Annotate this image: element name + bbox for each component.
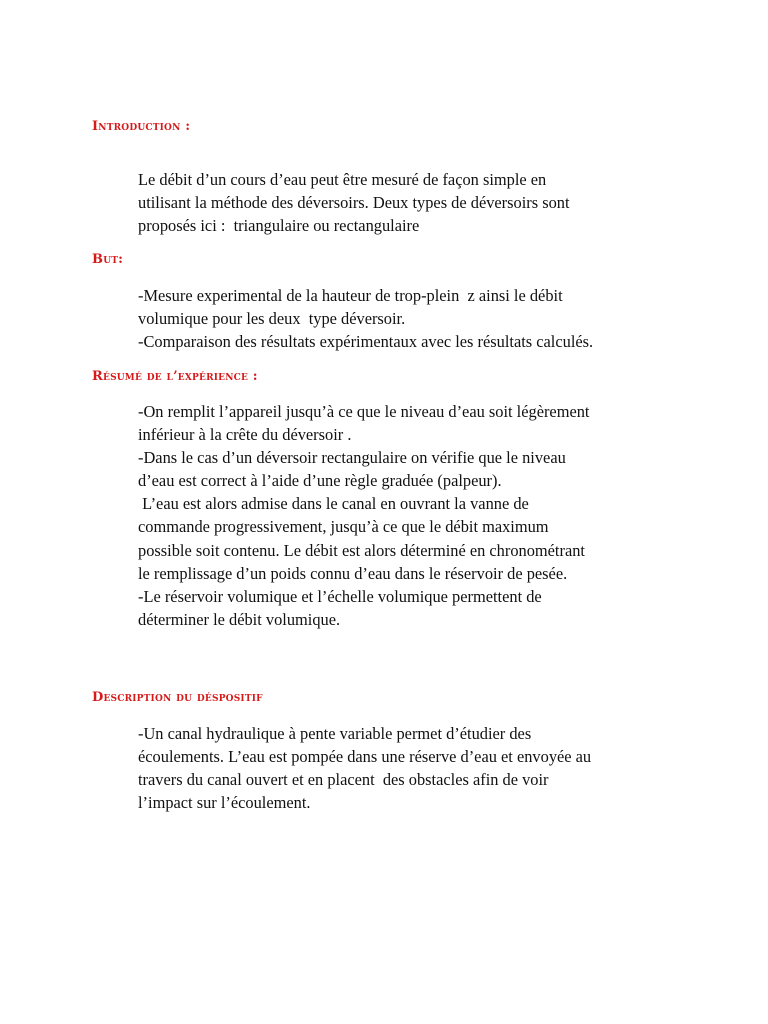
description-heading: Description du déspositif <box>92 690 263 705</box>
but-line: -Comparaison des résultats expérimentaux avec les résultats calculés. <box>138 332 594 352</box>
but-line: volumique pour les deux type déversoir. <box>138 309 406 329</box>
description-line: travers du canal ouvert et en placent des obstacles afin de voir <box>138 770 549 790</box>
introduction-line: proposés ici : triangulaire ou rectangulaire <box>138 216 420 236</box>
introduction-line: Le débit d’un cours d’eau peut être mesuré de façon simple en <box>138 170 547 189</box>
resume-line: -On remplit l’appareil jusqu’à ce que le niveau d’eau soit légèrement <box>138 402 590 421</box>
resume-line: -Le réservoir volumique et l’échelle volumique permettent de <box>138 586 542 606</box>
resume-line: déterminer le débit volumique. <box>138 609 341 629</box>
resume-paragraph <box>138 400 698 631</box>
resume-line: possible soit contenu. Le débit est alors déterminé en chronométrant <box>138 540 585 560</box>
resume-line: le remplissage d’un poids connu d’eau dans le réservoir de pesée. <box>138 563 568 583</box>
description-line: écoulements. L’eau est pompée dans une réserve d’eau et envoyée au <box>138 747 592 767</box>
resume-line: commande progressivement, jusqu’à ce que le débit maximum <box>138 517 549 537</box>
description-line: -Un canal hydraulique à pente variable permet d’étudier des <box>138 724 532 743</box>
resume-line: d’eau est correct à l’aide d’une règle graduée (palpeur). <box>138 471 502 491</box>
resume-line: inférieur à la crête du déversoir . <box>138 425 352 445</box>
resume-heading: Résumé de l’expérience : <box>92 369 258 384</box>
but-heading: But: <box>92 252 124 267</box>
but-line: -Mesure experimental de la hauteur de trop-plein z ainsi le débit <box>138 286 563 305</box>
resume-line: -Dans le cas d’un déversoir rectangulaire on vérifie que le niveau <box>138 448 566 468</box>
description-paragraph <box>138 722 698 814</box>
resume-line: L’eau est alors admise dans le canal en ouvrant la vanne de <box>138 494 529 514</box>
but-paragraph <box>138 284 698 353</box>
introduction-paragraph <box>138 168 698 237</box>
introduction-line: utilisant la méthode des déversoirs. Deux types de déversoirs sont <box>138 193 570 213</box>
introduction-heading: Introduction : <box>92 119 191 134</box>
description-line: l’impact sur l’écoulement. <box>138 793 311 813</box>
